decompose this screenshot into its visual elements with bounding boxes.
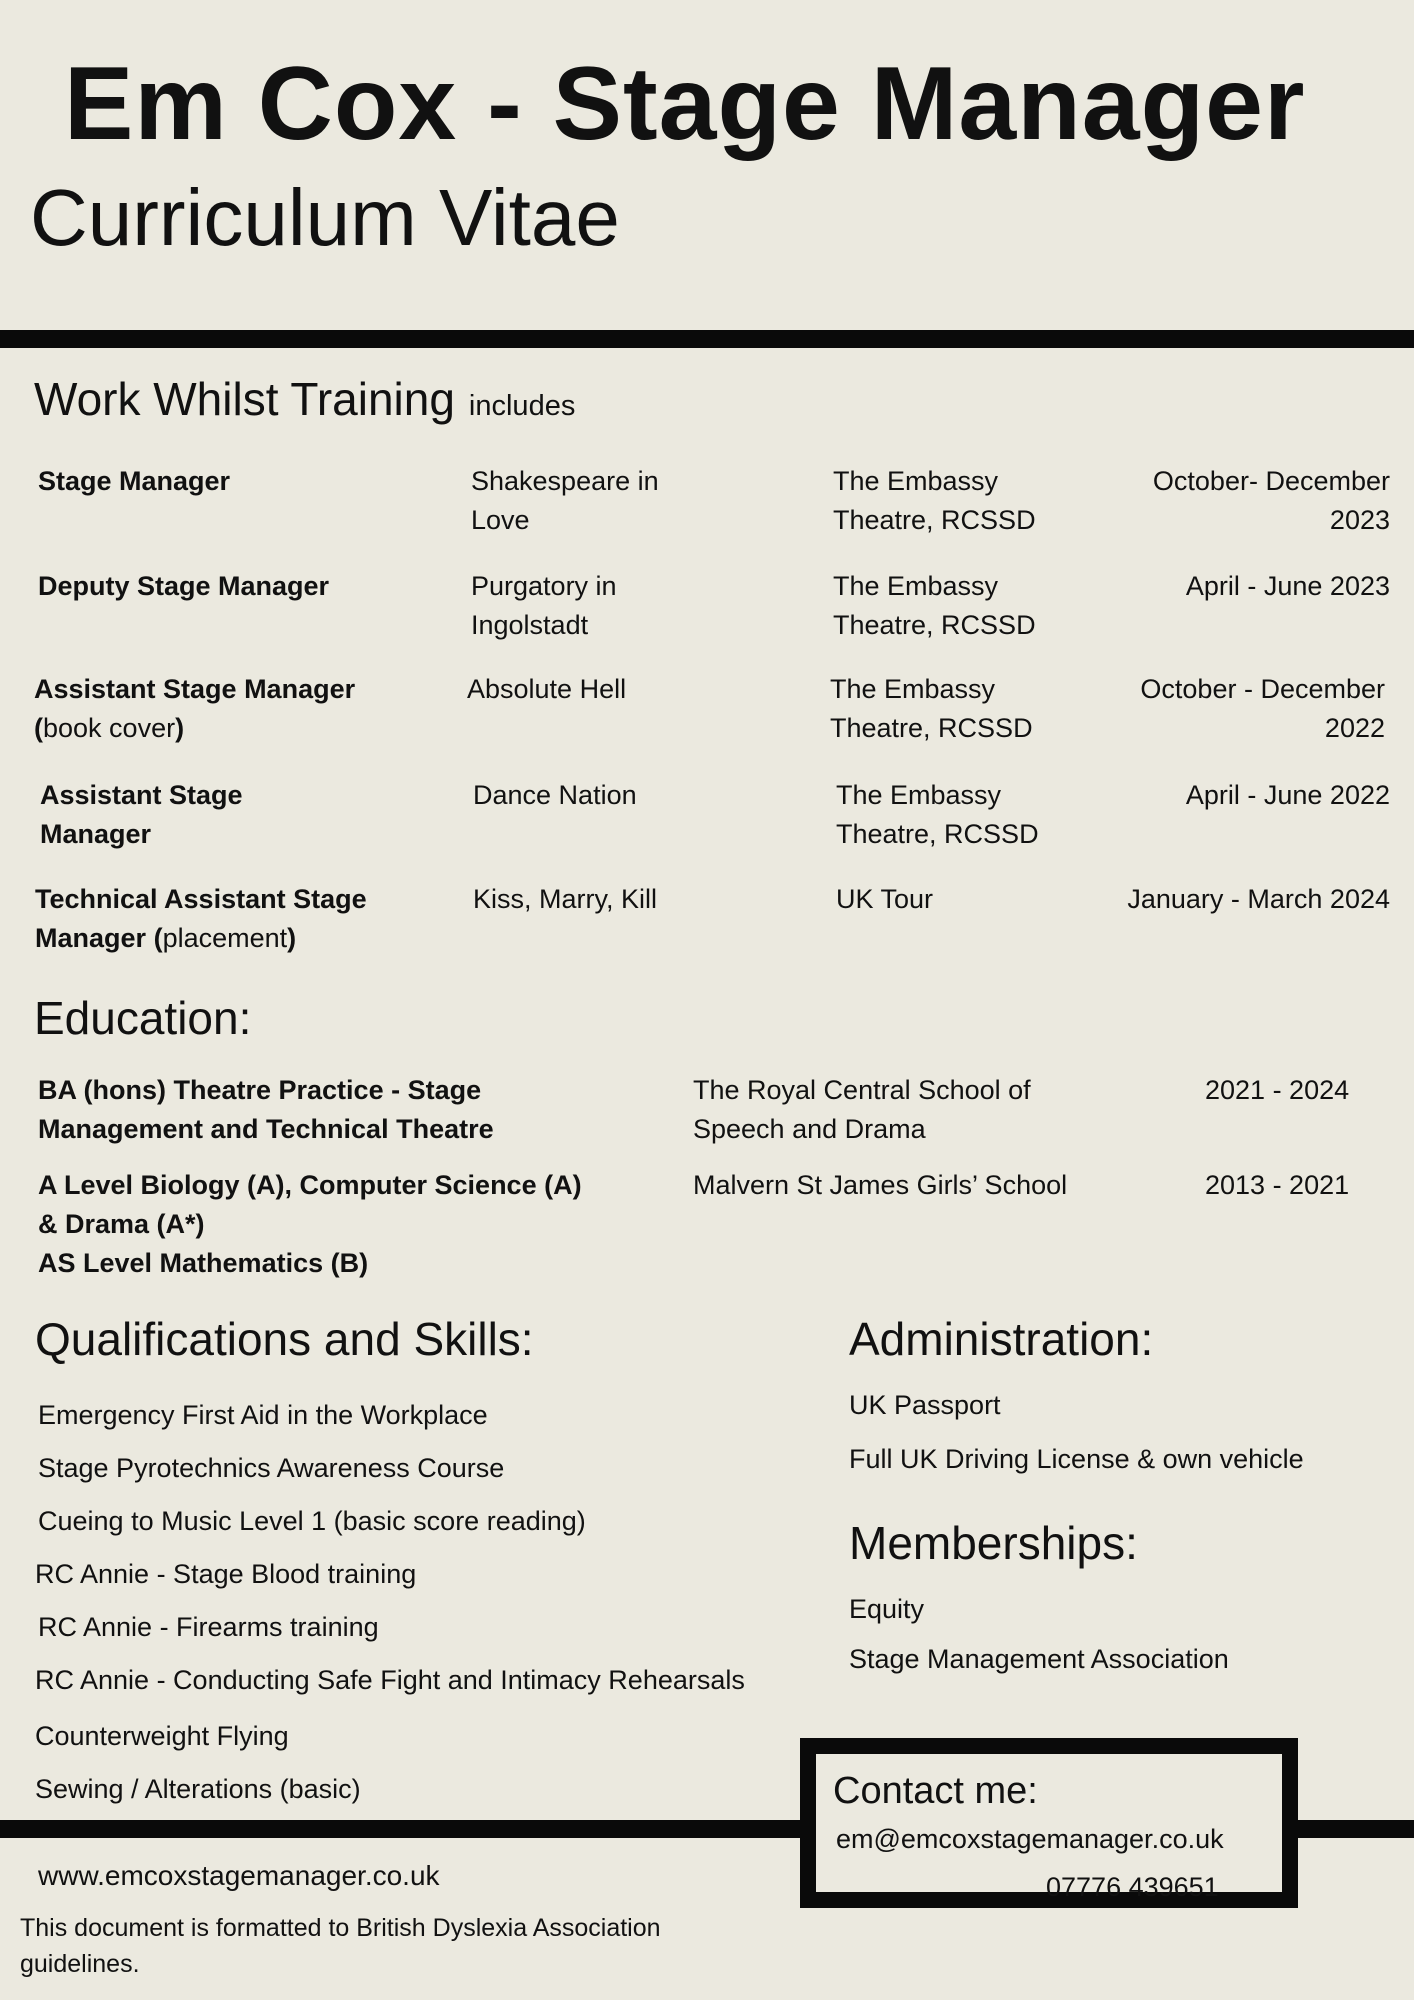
work-show: Absolute Hell xyxy=(467,674,627,704)
work-dates: April - June 2023 xyxy=(1185,571,1390,601)
membership-item: Equity xyxy=(849,1594,925,1624)
work-show: Kiss, Marry, Kill xyxy=(473,884,658,914)
work-section-heading xyxy=(34,373,576,425)
work-venue: The Embassy Theatre, RCSSD xyxy=(836,780,1039,849)
page-title: Em Cox - Stage Manager xyxy=(64,46,1306,162)
qualifications-heading: Qualifications and Skills: xyxy=(35,1313,534,1365)
work-heading-suffix: includes xyxy=(468,390,576,422)
work-show: Shakespeare in Love xyxy=(471,466,659,535)
work-venue: The Embassy Theatre, RCSSD xyxy=(833,466,1036,535)
contact-heading: Contact me: xyxy=(833,1770,1038,1812)
header-divider xyxy=(0,330,1414,348)
membership-item: Stage Management Association xyxy=(849,1644,1229,1674)
education-institution: The Royal Central School of Speech and Drama xyxy=(693,1075,1031,1144)
work-venue: The Embassy Theatre, RCSSD xyxy=(830,674,1033,743)
administration-item: UK Passport xyxy=(849,1390,1001,1420)
education-institution: Malvern St James Girls’ School xyxy=(693,1170,1068,1200)
footer-note: This document is formatted to British Dyslexia Association guidelines. xyxy=(20,1914,661,1978)
page-subtitle: Curriculum Vitae xyxy=(30,173,620,262)
contact-email-link[interactable]: em@emcoxstagemanager.co.uk xyxy=(836,1824,1224,1854)
contact-box xyxy=(800,1738,1298,1908)
qualification-item: Emergency First Aid in the Workplace xyxy=(38,1400,488,1430)
work-dates: April - June 2022 xyxy=(1185,780,1390,810)
education-heading: Education: xyxy=(34,992,252,1044)
contact-phone: 07776 439651 xyxy=(1046,1872,1219,1902)
education-course-extra: AS Level Mathematics (B) xyxy=(38,1248,369,1278)
education-course-block xyxy=(38,1166,608,1283)
administration-heading: Administration: xyxy=(849,1313,1154,1365)
work-role: Stage Manager xyxy=(38,466,231,496)
administration-item: Full UK Driving License & own vehicle xyxy=(849,1444,1304,1474)
work-role-block: Assistant Stage Manager (book cover) xyxy=(34,674,356,743)
qualification-item: RC Annie - Firearms training xyxy=(38,1612,379,1642)
memberships-heading: Memberships: xyxy=(849,1517,1138,1569)
work-venue: UK Tour xyxy=(836,884,934,914)
work-dates: October- December 2023 xyxy=(1152,466,1390,535)
work-role-note: book cover xyxy=(43,713,176,743)
education-course: A Level Biology (A), Computer Science (A) & Drama (A*) xyxy=(38,1170,582,1239)
work-venue: The Embassy Theatre, RCSSD xyxy=(833,571,1036,640)
qualification-item: Cueing to Music Level 1 (basic score reading) xyxy=(38,1506,586,1536)
work-dates: October - December 2022 xyxy=(1140,674,1385,743)
work-dates: January - March 2024 xyxy=(1127,884,1390,914)
education-years: 2021 - 2024 xyxy=(1205,1075,1350,1105)
work-heading-text: Work Whilst Training xyxy=(34,373,455,425)
work-role: Deputy Stage Manager xyxy=(38,571,330,601)
work-role: Assistant Stage Manager xyxy=(40,780,243,849)
work-role-block: Technical Assistant Stage Manager (placement) xyxy=(35,884,367,953)
qualification-item: RC Annie - Stage Blood training xyxy=(35,1559,417,1589)
qualification-item: Stage Pyrotechnics Awareness Course xyxy=(38,1453,505,1483)
work-show: Dance Nation xyxy=(473,780,637,810)
education-course: BA (hons) Theatre Practice - Stage Management and Technical Theatre xyxy=(38,1075,494,1144)
work-show: Purgatory in Ingolstadt xyxy=(471,571,617,640)
website-link[interactable]: www.emcoxstagemanager.co.uk xyxy=(38,1860,440,1891)
qualification-item: Sewing / Alterations (basic) xyxy=(35,1774,361,1804)
work-role-note: placement xyxy=(162,923,288,953)
education-years: 2013 - 2021 xyxy=(1205,1170,1350,1200)
work-role: Assistant Stage Manager xyxy=(34,674,356,704)
work-role: Technical Assistant Stage Manager xyxy=(35,884,367,953)
qualification-item: RC Annie - Conducting Safe Fight and Intimacy Rehearsals xyxy=(35,1665,745,1695)
qualification-item: Counterweight Flying xyxy=(35,1721,289,1751)
